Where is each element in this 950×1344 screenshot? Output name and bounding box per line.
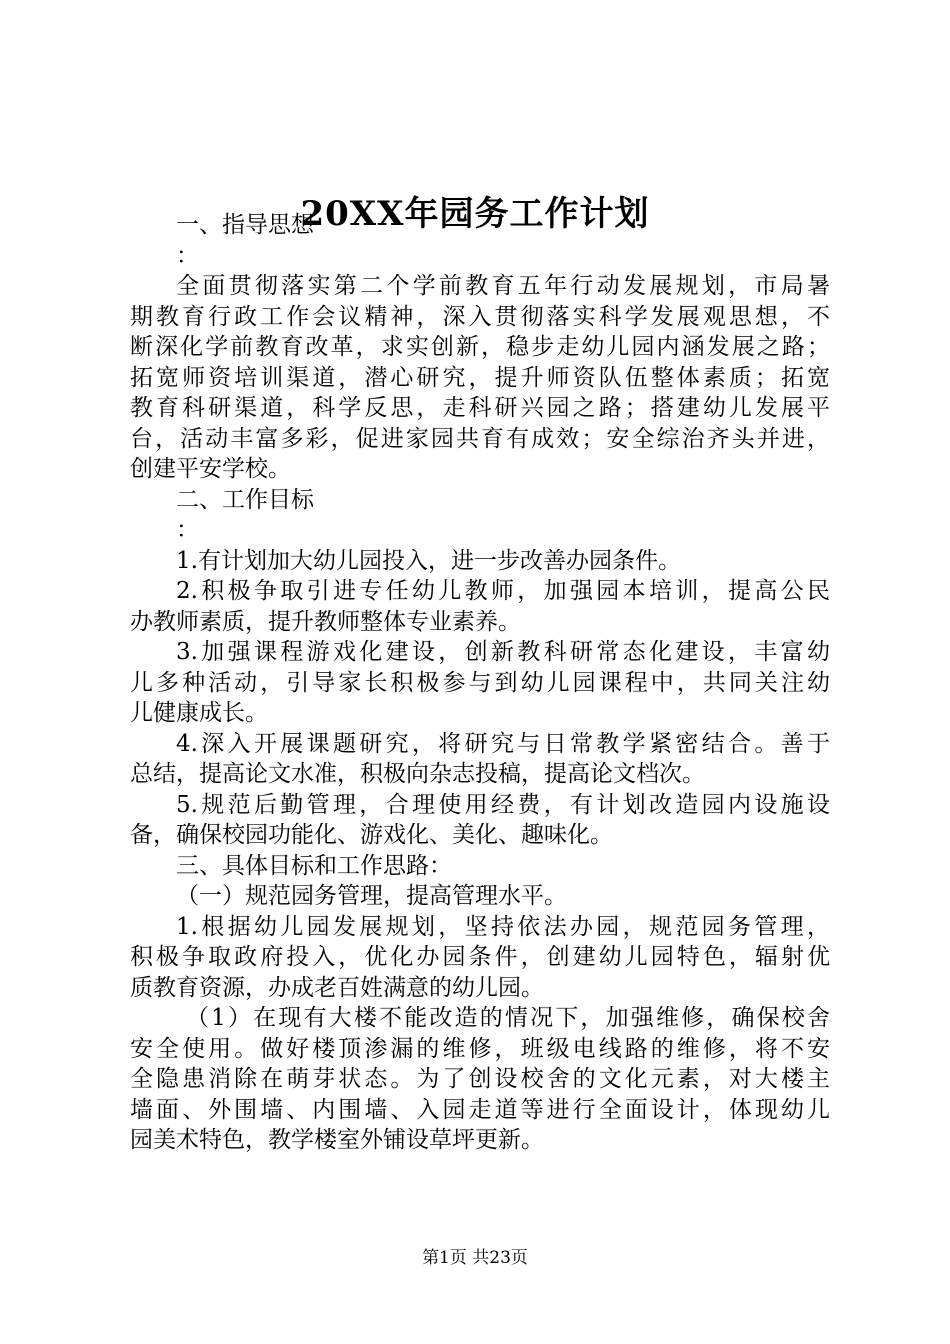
paragraph-line: 期教育行政工作会议精神，深入贯彻落实科学发展观思想，不	[130, 303, 830, 330]
goal-item-1: 1.有计划加大幼儿园投入，进一步改善办园条件。	[176, 547, 681, 574]
paragraph-line: 全隐患消除在萌芽状态。为了创设校舍的文化元素，对大楼主	[130, 1066, 830, 1092]
document-title: 20XX年园务工作计划	[300, 194, 650, 234]
paragraph-line: 园美术特色，教学楼室外铺设草坪更新。	[130, 1127, 544, 1153]
colon-line: ：	[176, 242, 199, 269]
paragraph-line: 台，活动丰富多彩，促进家园共育有成效；安全综治齐头并进，	[130, 425, 830, 452]
paragraph-line: 总结，提高论文水准，积极向杂志投稿，提高论文档次。	[130, 761, 705, 787]
paragraph-line: 创建平安学校。	[130, 456, 291, 482]
paragraph-line: 备，确保校园功能化、游戏化、美化、趣味化。	[130, 822, 613, 848]
paragraph-line: 全面贯彻落实第二个学前教育五年行动发展规划，市局暑	[176, 273, 830, 299]
paragraph-line: 质教育资源，办成老百姓满意的幼儿园。	[130, 974, 544, 1001]
subsection-heading: （一）规范园务管理，提高管理水平。	[176, 883, 567, 909]
paragraph-line: 儿健康成长。	[130, 700, 268, 726]
goal-item-4: 4.深入开展课题研究，将研究与日常教学紧密结合。善于	[176, 730, 830, 757]
goal-item-3: 3.加强课程游戏化建设，创新教科研常态化建设，丰富幼	[176, 639, 830, 665]
document-body	[130, 210, 830, 1156]
colon-line: ：	[176, 517, 199, 543]
paragraph-line: 办教师素质，提升教师整体专业素养。	[130, 608, 521, 635]
goal-item-5: 5.规范后勤管理，合理使用经费，有计划改造园内设施设	[176, 791, 830, 818]
section-heading-specific-goals: 三、具体目标和工作思路：	[176, 852, 452, 879]
paragraph-line: 儿多种活动，引导家长积极参与到幼儿园课程中，共同关注幼	[130, 669, 830, 696]
paragraph-line: 教育科研渠道，科学反思，走科研兴园之路；搭建幼儿发展平	[130, 395, 830, 421]
section-heading-guiding-thought: 一、指导思想	[176, 212, 314, 238]
goal-item-2: 2.积极争取引进专任幼儿教师，加强园本培训，提高公民	[176, 578, 830, 604]
paragraph-line: 拓宽师资培训渠道，潜心研究，提升师资队伍整体素质；拓宽	[130, 364, 830, 391]
paragraph-line: 墙面、外围墙、内围墙、入园走道等进行全面设计，体现幼儿	[130, 1096, 830, 1123]
section-heading-work-goals: 二、工作目标	[176, 486, 314, 513]
paragraph-line: 断深化学前教育改革，求实创新，稳步走幼儿园内涵发展之路；	[130, 334, 830, 360]
plan-item-1: 1.根据幼儿园发展规划，坚持依法办园，规范园务管理，	[176, 913, 830, 940]
paragraph-line: 安全使用。做好楼顶渗漏的维修，班级电线路的维修，将不安	[130, 1035, 830, 1062]
paragraph-line: 积极争取政府投入，优化办园条件，创建幼儿园特色，辐射优	[130, 944, 830, 970]
plan-subitem-1: （1）在现有大楼不能改造的情况下，加强维修，确保校舍	[186, 1005, 830, 1031]
page-footer: 第1页 共23页	[422, 1248, 528, 1268]
